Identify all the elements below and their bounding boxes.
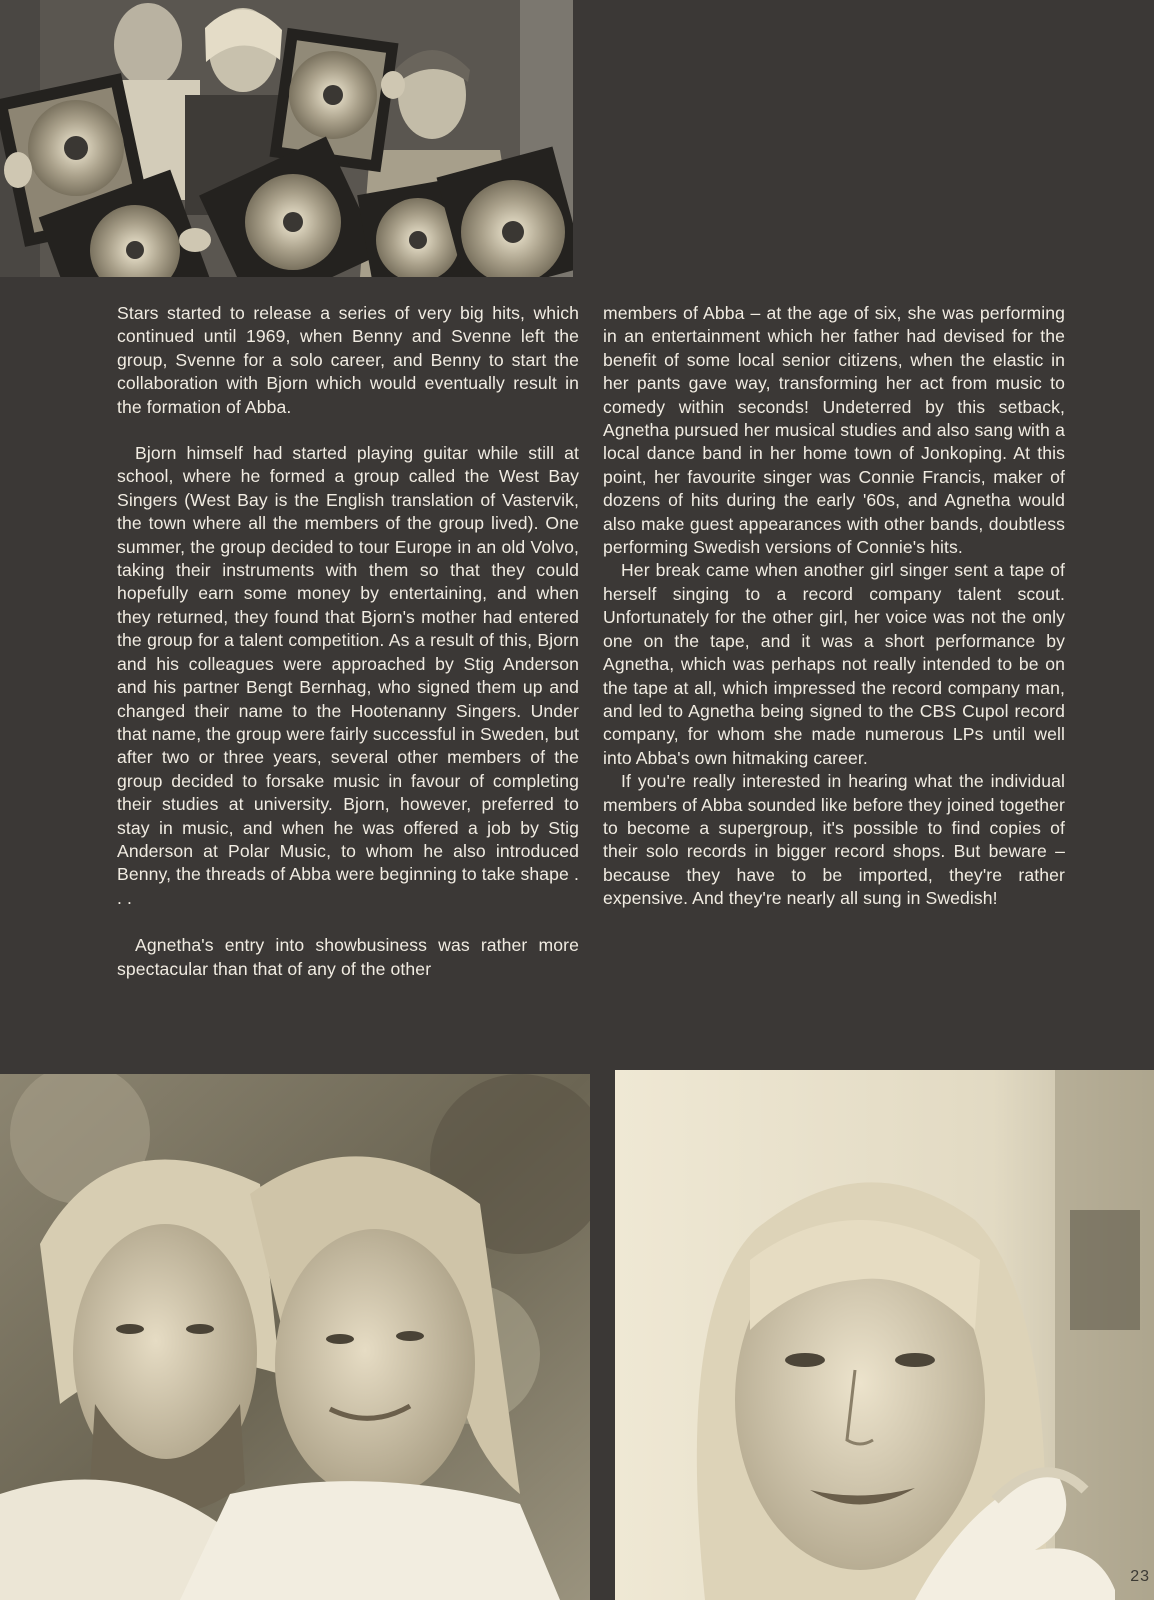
paragraph-1: Stars started to release a series of very big hits, which continued until 1969, when Benny and Svenne left the group, Svenne for a solo career, and Benny to start the collaboration with Bjorn which would eventually result in the formation of Abba. [117, 303, 579, 417]
paragraph-2: Bjorn himself had started playing guitar while still at school, where he formed a group called the West Bay Singers (West Bay is the English translation of Vastervik, the town where all the members of the group lived). One summer, the group decided to tour Europe in an old Volvo, taking their instruments with them so that they could hopefully earn some money by entertaining, and when they returned, they found that Bjorn's mother had entered the group for a talent competition. As a result of this, Bjorn and his colleagues were approached by Stig Anderson and his partner Bengt Bernhag, who signed them up and changed their name to the Hootenanny Singers. Under that name, the group were fairly successful in Sweden, but after two or three years, several other members of the group decided to forsake music in favour of completing their studies at university. Bjorn, however, preferred to stay in music, and when he was offered a job by Stig Anderson at Polar Music, to whom he also introduced Benny, the threads of Abba were beginning to take shape . . . [117, 443, 579, 908]
paragraph-4: members of Abba – at the age of six, she was performing in an entertainment which her father had devised for the benefit of some local senior citizens, when the elastic in her pants gave way, transforming her act from music to comedy within seconds! Undeterred by this setback, Agnetha pursued her musical studies and also sang with a local dance band in her home town of Jonkoping. At this point, her favourite singer was Connie Francis, maker of dozens of hits during the early '60s, and Agnetha would also make guest appearances with other bands, doubtless performing Swedish versions of Connie's hits. [603, 303, 1065, 558]
photo-agnetha [615, 1070, 1154, 1600]
photo-benny-and-bjorn [0, 1074, 590, 1600]
page-number: 23 [1130, 1568, 1150, 1585]
paragraph-5: Her break came when another girl singer sent a tape of herself singing to a record company talent scout. Unfortunately for the other girl, her voice was not the only one on the tape, and it was a short performance by Agnetha, which was perhaps not really intended to be on the tape at all, which impressed the record company man, and led to Agnetha being signed to the CBS Cupol record company, for whom she made numerous LPs until well into Abba's own hitmaking career. [603, 560, 1065, 768]
paragraph-6: If you're really interested in hearing what the individual members of Abba sounded like before they joined together to become a supergroup, it's possible to find copies of their solo records in bigger record shops. But beware – because they have to be imported, they're rather expensive. And they're nearly all sung in Swedish! [603, 771, 1065, 909]
photo-gold-records [0, 0, 573, 277]
article-column-left [117, 302, 579, 981]
article-column-right [603, 302, 1065, 911]
paragraph-3: Agnetha's entry into showbusiness was rather more spectacular than that of any of the other [117, 935, 579, 979]
